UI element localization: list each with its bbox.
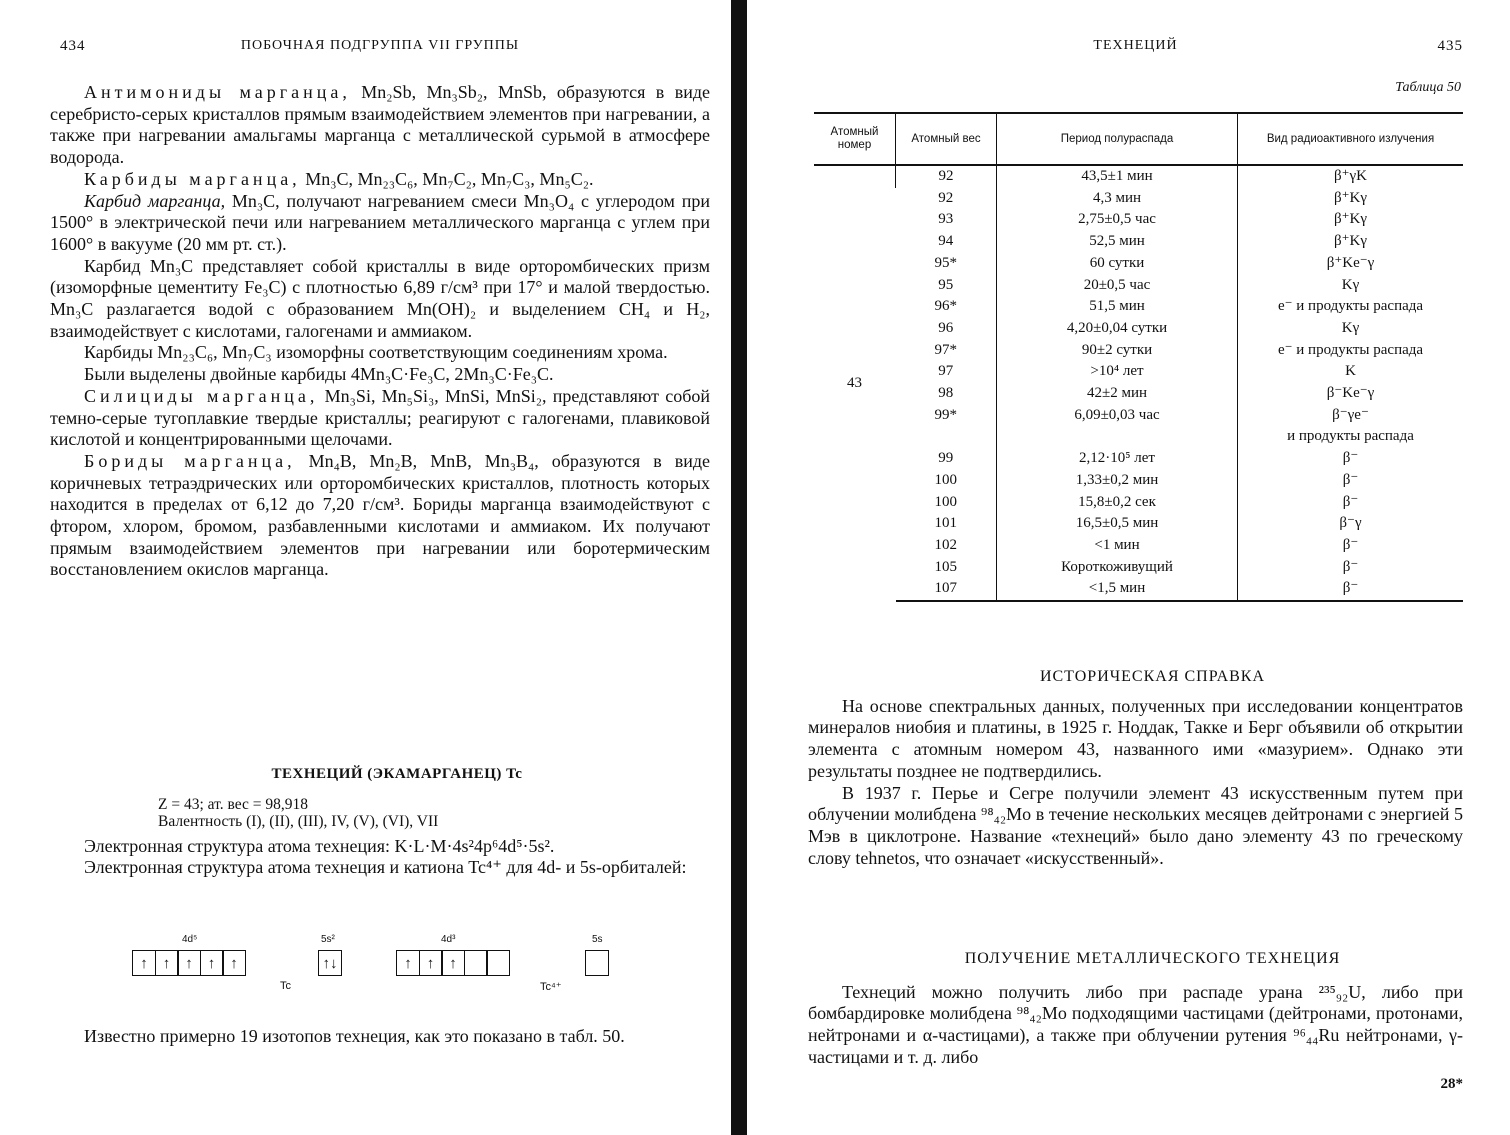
table-row (814, 535, 1463, 557)
table-row (814, 231, 1463, 253)
radiation-cell: β⁻γ (1238, 513, 1464, 535)
table-body (814, 165, 1463, 601)
paragraph (50, 169, 710, 191)
table-row (814, 340, 1463, 362)
half-life-cell: 42±2 мин (997, 383, 1238, 405)
book-gutter (731, 0, 747, 1135)
table-row (814, 426, 1463, 448)
radiation-cell: β⁺γK (1238, 165, 1464, 188)
paragraph-text: Mn₃C, Mn₂₃C₆, Mn₇C₂, Mn₇C₃, Mn₅C₂. (300, 168, 594, 189)
left-page-header (50, 38, 710, 60)
orbital-cell (585, 950, 609, 976)
half-life-cell: 2,75±0,5 час (997, 209, 1238, 231)
radiation-cell: β⁺Kγ (1238, 231, 1464, 253)
radiation-cell: Kγ (1238, 275, 1464, 297)
orbital-cell: ↑ (419, 950, 443, 976)
paragraph: На основе спектральных данных, полученных при исследовании концентратов минералов ниобия и платины, в 1925 г. Ноддак, Такке и Берг объявили об открытии элемента с атомным номером 43, названного ими «мазурием». Однако эти результаты позднее не подтвердились. (808, 695, 1463, 781)
right-page (808, 0, 1463, 1135)
paragraph-text: Mn₂Sb, Mn₃Sb₂, MnSb, образуются в виде серебристо-серых кристаллов прямым взаимодействием элементов при нагревании, а также при нагревании амальгамы марганца с металлической сурьмой в атмосфере водорода. (50, 82, 710, 168)
atomic-weight-cell: 94 (938, 233, 954, 250)
left-page-closing (50, 1026, 710, 1048)
page-number: 435 (1437, 38, 1463, 54)
element-meta-line: Валентность (I), (II), (III), IV, (V), (VI), VII (158, 812, 439, 830)
atomic-weight-cell: 99 (938, 450, 954, 467)
orbital-cell: ↑ (222, 950, 246, 976)
spaced-term: Бориды марганца, (84, 450, 296, 471)
orbital-diagram (50, 930, 710, 1000)
table-row (814, 492, 1463, 514)
radiation-cell: K (1238, 361, 1464, 383)
running-title: ПОБОЧНАЯ ПОДГРУППА VII ГРУППЫ (240, 38, 520, 53)
paragraph: Карбиды Mn₂₃C₆, Mn₇C₃ изоморфны соответствующим соединениям хрома. (84, 342, 668, 363)
half-life-cell: 43,5±1 мин (997, 165, 1238, 188)
half-life-cell: 51,5 мин (997, 296, 1238, 318)
technetium-section (50, 764, 710, 879)
paragraph (50, 191, 710, 256)
radiation-cell: e⁻ и продукты распада (1238, 296, 1464, 318)
orbital-label: 5s² (321, 934, 335, 945)
isotope-table (814, 112, 1463, 602)
column-header: Вид радиоактивного излучения (1238, 113, 1464, 165)
half-life-cell: 15,8±0,2 сек (997, 492, 1238, 514)
atomic-weight-cell: 92 (938, 189, 954, 206)
printer-signature: 28* (1440, 1076, 1463, 1092)
table-caption: Таблица 50 (1395, 80, 1461, 95)
table-row (814, 578, 1463, 601)
spaced-term: Силициды марганца, (84, 385, 319, 406)
radiation-cell: β⁻γe⁻ (1238, 405, 1464, 427)
orbital-cell (486, 950, 510, 976)
half-life-cell: >10⁴ лет (997, 361, 1238, 383)
radiation-cell: β⁻ (1238, 557, 1464, 579)
paragraph-text: Mn₃Si, Mn₅Si₃, MnSi, MnSi₂, представляют собой темно-серые тугоплавкие твердые кристаллы; реагируют с галогенами, плавиковой кислотой и концентрированными щелочами. (50, 385, 711, 450)
section-title: ТЕХНЕЦИЙ (ЭКАМАРГАНЕЦ) Tc (271, 766, 523, 782)
half-life-cell: 1,33±0,2 мин (997, 470, 1238, 492)
radiation-cell: e⁻ и продукты распада (1238, 340, 1464, 362)
atomic-weight-cell: 107 (896, 578, 997, 601)
italic-term: Карбид марганца, (84, 190, 226, 211)
orbital-cell: ↑ (441, 950, 465, 976)
orbital-cells-ion-4d (396, 950, 510, 976)
element-meta-line: Z = 43; ат. вес = 98,918 (158, 795, 308, 813)
atomic-number-cell: 43 (847, 374, 862, 391)
orbital-cell: ↑↓ (318, 950, 342, 976)
column-header: Период полураспада (997, 113, 1238, 165)
column-header: Атомный номер (814, 113, 896, 165)
atomic-weight-cell: 98 (938, 385, 954, 402)
table-row (814, 448, 1463, 470)
paragraph: Были выделены двойные карбиды 4Mn₃C·Fe₃C, 2Mn₃C·Fe₃C. (84, 364, 554, 385)
atomic-weight-cell: 96 (938, 319, 954, 336)
table-row (814, 188, 1463, 210)
paragraph: В 1937 г. Перье и Сегре получили элемент 43 искусственным путем при облучении молибдена ⁹⁸₄₂Mo в течение нескольких месяцев дейтронами с энергией 5 Мэв в циклотроне. Название «технеций» было дано элементу 43 по греческому слову tehnetos, что означает «искусственный». (808, 782, 1463, 868)
table-row (814, 470, 1463, 492)
left-page (50, 0, 710, 1135)
table-row (814, 296, 1463, 318)
table-row (814, 209, 1463, 231)
paragraph-text: Mn₃C, получают нагреванием смеси Mn₃O₄ с углеродом при 1500° в электрической печи или нагреванием металлического марганца с углем при 1600° в вакууме (20 мм рт. ст.). (50, 190, 710, 254)
paragraph: Электронная структура атома технеция: K·L·M·4s²4p⁶4d⁵·5s². (84, 835, 555, 856)
atomic-weight-cell: 95 (938, 276, 954, 293)
running-title: ТЕХНЕЦИЙ (1093, 38, 1178, 53)
column-header: Атомный вес (896, 113, 997, 165)
orbital-cells-ion-5s (585, 950, 609, 976)
half-life-cell: 90±2 сутки (997, 340, 1238, 362)
atomic-weight-cell: 99* (934, 406, 957, 423)
history-section (808, 666, 1463, 869)
orbital-cell: ↑ (155, 950, 179, 976)
orbital-cell: ↑ (132, 950, 156, 976)
radiation-cell: Kγ (1238, 318, 1464, 340)
radiation-cell: β⁻ (1238, 492, 1464, 514)
table-row (814, 318, 1463, 340)
table-header-row (814, 113, 1463, 165)
radiation-cell: β⁻ (1238, 578, 1464, 601)
radiation-cell: и продукты распада (1238, 426, 1464, 448)
radiation-cell: β⁺Ke⁻γ (1238, 253, 1464, 275)
table-row (814, 253, 1463, 275)
atomic-weight-cell: 101 (934, 515, 957, 532)
orbital-cell: ↑ (396, 950, 420, 976)
production-section (808, 948, 1463, 1069)
half-life-cell: 2,12·10⁵ лет (997, 448, 1238, 470)
half-life-cell: 4,3 мин (997, 188, 1238, 210)
radiation-cell: β⁺Kγ (1238, 209, 1464, 231)
atomic-weight-cell: 100 (934, 471, 957, 488)
orbital-ion-label: Tc⁴⁺ (540, 981, 562, 993)
paragraph: Карбид Mn₃C представляет собой кристаллы в виде орторомбических призм (изоморфные цементиту Fe₃C) с плотностью 6,89 г/см³ при 17° и малой твердостью. Mn₃C разлагается водой с образованием Mn(OH)₂ и выделением CH₄ и H₂, взаимодействует с кислотами, галогенами и аммиаком. (50, 255, 710, 341)
atomic-weight-cell: 100 (934, 493, 957, 510)
atomic-weight-cell: 105 (934, 558, 957, 575)
orbital-label: 4d⁵ (182, 934, 198, 945)
atomic-weight-cell: 96* (934, 298, 957, 315)
half-life-cell: 60 сутки (997, 253, 1238, 275)
atomic-weight-cell: 97 (938, 363, 954, 380)
left-page-text (50, 82, 710, 581)
table-row (814, 165, 1463, 188)
atomic-weight-cell: 102 (934, 536, 957, 553)
paragraph (50, 451, 710, 581)
atomic-weight-cell: 93 (938, 211, 954, 228)
half-life-cell: 4,20±0,04 сутки (997, 318, 1238, 340)
radiation-cell: β⁻ (1238, 448, 1464, 470)
table-row (814, 513, 1463, 535)
orbital-cell: ↑ (200, 950, 224, 976)
atomic-weight-cell (896, 426, 997, 448)
half-life-cell (997, 426, 1238, 448)
spaced-term: Карбиды марганца, (84, 168, 301, 189)
paragraph: Технеций можно получить либо при распаде урана ²³⁵₉₂U, либо при бомбардировке молибдена ⁹⁸₄₂Mo подходящими частицами (дейтронами, протонами, нейтронами и α-частицами), а также при облучении рутения ⁹⁶₄₄Ru нейтронами, γ-частицами и т. д. либо (808, 981, 1463, 1067)
table-row (814, 557, 1463, 579)
half-life-cell: 16,5±0,5 мин (997, 513, 1238, 535)
orbital-label: 4d³ (441, 934, 456, 945)
table-row (814, 361, 1463, 383)
page-number: 434 (60, 38, 86, 54)
half-life-cell: Короткоживущий (997, 557, 1238, 579)
orbital-label: 5s (592, 934, 603, 945)
orbital-cells-tc-5s (318, 950, 342, 976)
atomic-weight-cell: 95* (934, 254, 957, 271)
spaced-term: Антимониды марганца, (84, 82, 351, 102)
radiation-cell: β⁺Kγ (1238, 188, 1464, 210)
paragraph-text: Mn₄B, Mn₂B, MnB, Mn₃B₄, образуются в виде коричневых тетраэдрических или орторомбических кристаллов, плотность которых находится в пределах от 6,12 до 7,20 г/см³. Бориды марганца взаимодействуют с фтором, хлором, бромом, разбавленными кислотами и аммиаком. Их получают прямым взаимодействием элементов при нагревании или боротермическим восстановлением окислов марганца. (50, 450, 710, 580)
paragraph: Электронная структура атома технеция и катиона Tc⁴⁺ для 4d- и 5s-орбиталей: (84, 857, 687, 878)
paragraph (50, 82, 710, 169)
half-life-cell: <1,5 мин (997, 578, 1238, 601)
table-row (814, 383, 1463, 405)
table-row (814, 405, 1463, 427)
half-life-cell: 6,09±0,03 час (997, 405, 1238, 427)
orbital-atom-label: Tc (280, 980, 291, 992)
atomic-weight-cell: 97* (934, 341, 957, 358)
atomic-weight-cell: 92 (896, 165, 997, 188)
section-title: ПОЛУЧЕНИЕ МЕТАЛЛИЧЕСКОГО ТЕХНЕЦИЯ (964, 950, 1341, 967)
paragraph: Известно примерно 19 изотопов технеция, как это показано в табл. 50. (84, 1026, 625, 1046)
table-row (814, 275, 1463, 297)
right-page-header (808, 38, 1463, 60)
radiation-cell: β⁻ (1238, 470, 1464, 492)
paragraph (50, 386, 710, 451)
half-life-cell: 52,5 мин (997, 231, 1238, 253)
orbital-cells-tc-4d (132, 950, 246, 976)
radiation-cell: β⁻ (1238, 535, 1464, 557)
orbital-cell: ↑ (177, 950, 201, 976)
half-life-cell: <1 мин (997, 535, 1238, 557)
section-title: ИСТОРИЧЕСКАЯ СПРАВКА (1039, 668, 1266, 685)
radiation-cell: β⁻Ke⁻γ (1238, 383, 1464, 405)
half-life-cell: 20±0,5 час (997, 275, 1238, 297)
orbital-cell (464, 950, 488, 976)
